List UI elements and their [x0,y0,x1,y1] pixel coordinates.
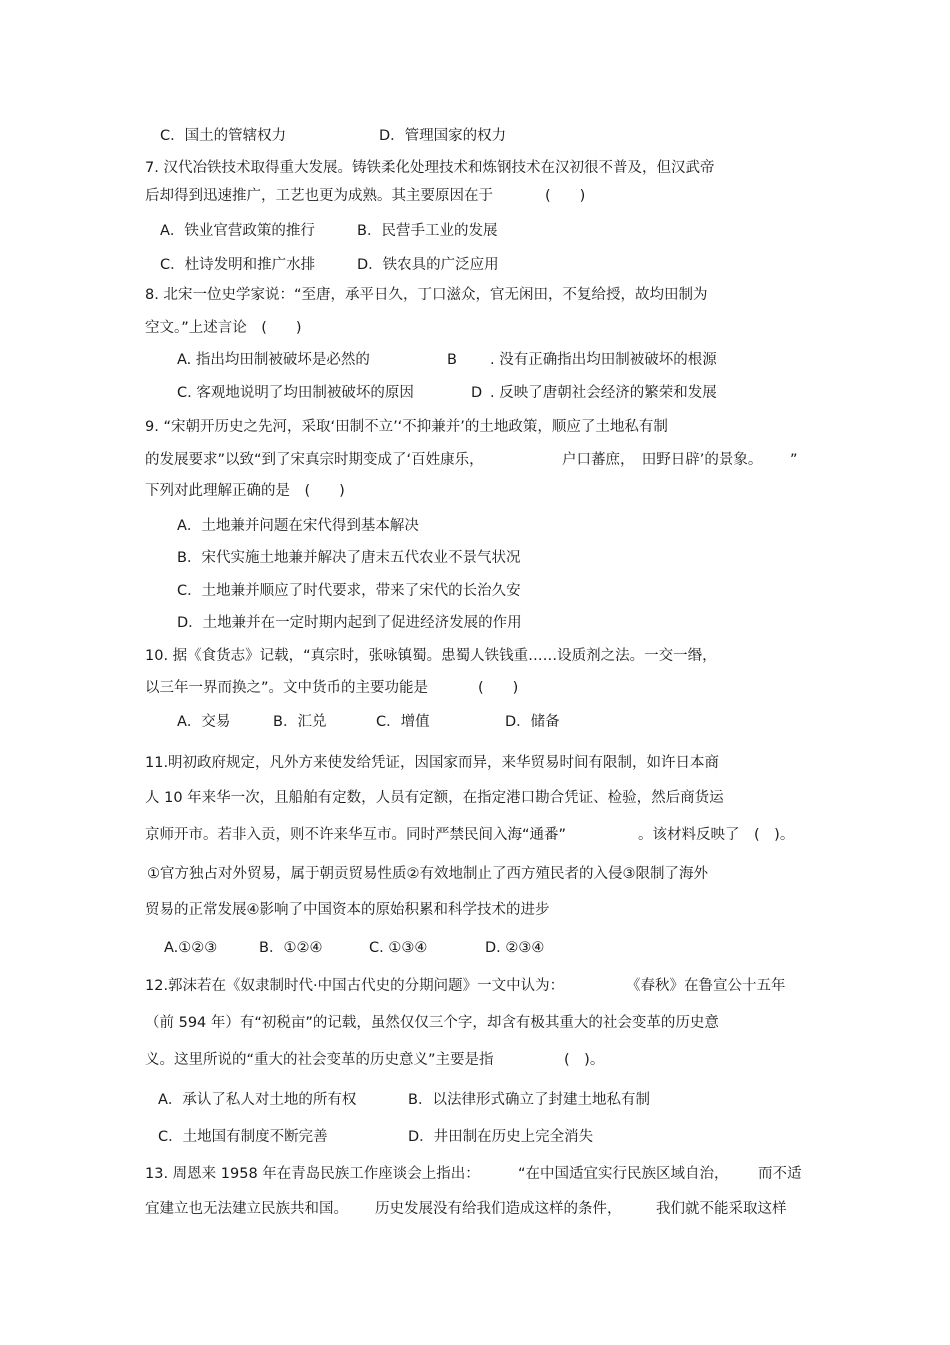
q10-option-a: A．交易 [177,714,231,730]
q13-stem-line1-a: 13. 周恩来 1958 年在青岛民族工作座谈会上指出： [145,1166,480,1182]
q8-stem-line2: 空文。”上述言论 ( ) [145,320,302,336]
q8-option-d-letter: D [471,385,483,401]
q11-option-a: A.①②③ [164,940,218,956]
q10-stem-line2: 以三年一界而换之”。文中货币的主要功能是 [145,680,429,696]
q13-stem-line2-c: 我们就不能采取这样 [656,1201,787,1217]
q10-option-b: B．汇兑 [273,714,327,730]
q7-stem-line1: 7. 汉代冶铁技术取得重大发展。铸铁柔化处理技术和炼钢技术在汉初很不普及，但汉武帝 [145,160,715,176]
q11-option-b: B．①②④ [259,940,323,956]
q9-option-b: B．宋代实施土地兼并解决了唐末五代农业不景气状况 [177,550,521,566]
q8-option-b-text: . 没有正确指出均田制被破坏的根源 [490,352,717,368]
q11-stem-line3-a: 京师开市。若非入贡，则不许来华互市。同时严禁民间入海“通番” [145,827,567,843]
q13-stem-line2-a: 宜建立也无法建立民族共和国。 [145,1201,348,1217]
q12-stem-line1-b: 《春秋》在鲁宣公十五年 [626,978,786,994]
q12-stem-line1-a: 12.郭沫若在《奴隶制时代·中国古代史的分期问题》一文中认为： [145,978,565,994]
q7-answer-paren: ( ) [545,188,586,204]
q12-stem-line2: （前 594 年）有“初税亩”的记载，虽然仅仅三个字，却含有极其重大的社会变革的历史意 [145,1015,719,1031]
q12-option-b: B．以法律形式确立了封建土地私有制 [408,1092,650,1108]
q7-option-a: A．铁业官营政策的推行 [160,223,315,239]
q8-stem-line1: 8. 北宋一位史学家说：“至唐，承平日久，丁口滋众，官无闲田，不复给授，故均田制为 [145,287,708,303]
q9-option-d: D．土地兼并在一定时期内起到了促进经济发展的作用 [177,615,522,631]
q11-stem-line5: 贸易的正常发展④影响了中国资本的原始积累和科学技术的进步 [145,902,550,918]
q7-stem-line2: 后却得到迅速推广，工艺也更为成熟。其主要原因在于 [145,188,493,204]
q7-option-d: D．铁农具的广泛应用 [357,257,499,273]
q12-option-c: C．土地国有制度不断完善 [158,1129,328,1145]
q7-option-c: C．杜诗发明和推广水排 [160,257,316,273]
q7-option-b: B．民营手工业的发展 [357,223,498,239]
q9-option-c: C．土地兼并顺应了时代要求，带来了宋代的长治久安 [177,583,521,599]
q13-stem-line1-c: 而不适 [758,1166,802,1182]
q8-option-a: A. 指出均田制被破坏是必然的 [177,352,370,368]
q10-option-d: D．储备 [505,714,560,730]
q8-option-c: C. 客观地说明了均田制被破坏的原因 [177,385,414,401]
q12-option-a: A．承认了私人对土地的所有权 [158,1092,357,1108]
q9-option-a: A．土地兼并问题在宋代得到基本解决 [177,518,419,534]
q11-option-c: C. ①③④ [369,940,428,956]
q9-stem-line2-b: 户口蕃庶， 田野日辟’的景象。 [562,452,763,468]
q12-option-d: D．井田制在历史上完全消失 [408,1129,594,1145]
q10-stem-line1: 10. 据《食货志》记载，“真宗时，张咏镇蜀。患蜀人铁钱重……设质剂之法。一交一缗， [145,648,717,664]
q6-option-c: C．国土的管辖权力 [160,128,287,144]
q9-stem-line2-a: 的发展要求”以致“到了宋真宗时期变成了‘百姓康乐， [145,452,484,468]
q11-option-d: D. ②③④ [485,940,545,956]
q12-stem-line3-b: ( )。 [564,1052,605,1068]
q10-answer-paren: ( ) [478,680,519,696]
q9-stem-line2-c: ” [790,452,798,468]
q12-stem-line3-a: 义。这里所说的“重大的社会变革的历史意义”主要是指 [145,1052,494,1068]
q8-option-d-text: . 反映了唐朝社会经济的繁荣和发展 [490,385,717,401]
q9-stem-line3: 下列对此理解正确的是 ( ) [145,483,345,499]
q8-option-b-letter: B [447,352,457,368]
q10-option-c: C．增值 [376,714,430,730]
q11-stem-line1: 11.明初政府规定，凡外方来使发给凭证，因国家而异，来华贸易时间有限制，如许日本商 [145,755,720,771]
q6-option-d: D．管理国家的权力 [379,128,507,144]
q11-stem-line4: ①官方独占对外贸易，属于朝贡贸易性质②有效地制止了西方殖民者的入侵③限制了海外 [147,866,708,882]
q9-stem-line1: 9. “宋朝开历史之先河，采取‘田制不立’‘不抑兼并’的土地政策，顺应了土地私有制 [145,419,668,435]
q13-stem-line1-b: “在中国适宜实行民族区域自治， [518,1166,729,1182]
q13-stem-line2-b: 历史发展没有给我们造成这样的条件， [375,1201,622,1217]
q11-stem-line2: 人 10 年来华一次，且船舶有定数，人员有定额，在指定港口勘合凭证、检验，然后商货运 [145,790,724,806]
q11-stem-line3-b: 。该材料反映了 ( )。 [638,827,795,843]
